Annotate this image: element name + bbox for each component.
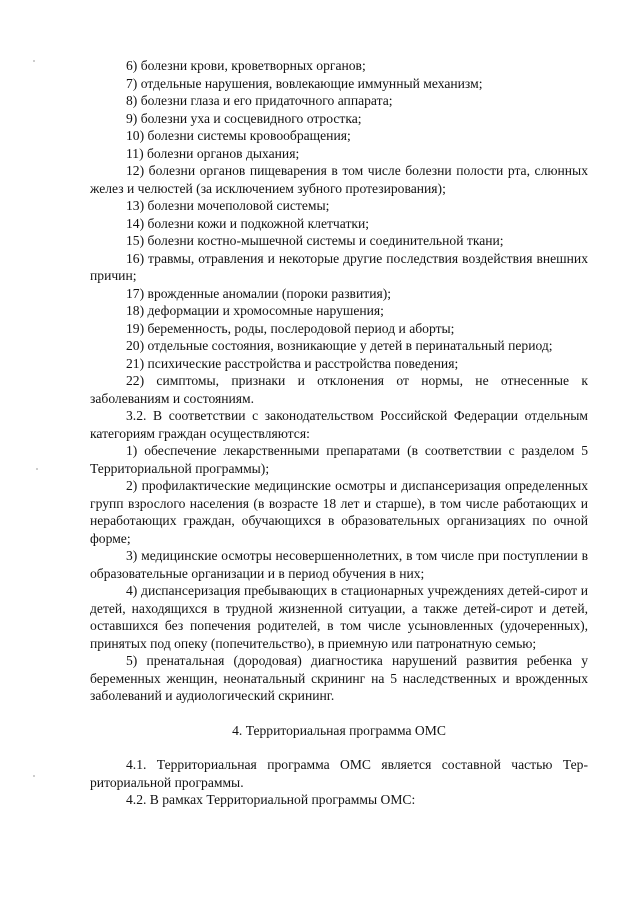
list-item: 1) обеспечение лекарственными препаратами (в соответствии с разделом 5 Территориальной программы); bbox=[90, 443, 588, 476]
document-body bbox=[90, 57, 588, 809]
scan-speck bbox=[36, 468, 38, 470]
list-item: 3) медицинские осмотры несовершеннолетних, в том числе при поступлении в образовательные организации и в период обучения в них; bbox=[90, 548, 588, 581]
list-item: 15) болезни костно-мышечной системы и соединительной ткани; bbox=[126, 233, 504, 248]
disease-class-list bbox=[90, 57, 588, 407]
list-item: 12) болезни органов пищеварения в том числе болезни полости рта, слюнных желез и челюстей (за исключением зубного протезирования); bbox=[90, 163, 588, 196]
list-item: 16) травмы, отравления и некоторые другие последствия воздействия внешних причин; bbox=[90, 250, 588, 283]
paragraph-4-1: 4.1. Территориальная программа ОМС является составной частью Территориальной программы. bbox=[90, 757, 588, 790]
list-item: 7) отдельные нарушения, вовлекающие иммунный механизм; bbox=[126, 75, 483, 91]
list-item: 19) беременность, роды, послеродовой период и аборты; bbox=[126, 320, 455, 336]
list-item: 14) болезни кожи и подкожной клетчатки; bbox=[126, 215, 370, 231]
scan-speck bbox=[33, 775, 35, 777]
list-item: 5) пренатальная (дородовая) диагностика нарушений развития ребенка у беременных женщин, неонатальный скрининг на 5 наследственных и врожденных заболеваний и аудиологический скрининг. bbox=[90, 653, 588, 703]
list-item: 4) диспансеризация пребывающих в стационарных учреждениях детей-сирот и детей, находящихся в трудной жизненной ситуации, а также детей-сирот и детей, оставшихся без попечения родителей, в том числе усыновленных (удочеренных), принятых под опеку (попечительство), в приемную или патронатную семью; bbox=[90, 583, 588, 651]
list-item: 10) болезни системы кровообращения; bbox=[126, 128, 351, 143]
citizen-category-services-list bbox=[90, 442, 588, 705]
list-item: 2) профилактические медицинские осмотры и диспансеризация определенных групп взрослого населения (в возрасте 18 лет и старше), в том числе работающих и неработающих граждан, обучающихся в образовательных организациях по очной форме; bbox=[90, 478, 588, 546]
list-item: 22) симптомы, признаки и отклонения от нормы, не отнесенные к заболеваниям и состояниям. bbox=[90, 373, 588, 406]
list-item: 8) болезни глаза и его придаточного аппарата; bbox=[126, 93, 393, 108]
list-item: 6) болезни крови, кроветворных органов; bbox=[126, 58, 366, 73]
list-item: 18) деформации и хромосомные нарушения; bbox=[126, 303, 384, 318]
paragraph-4-2: 4.2. В рамках Территориальной программы ОМС: bbox=[126, 792, 416, 807]
paragraph-3-2: 3.2. В соответствии с законодательством Российской Федерации отдельным категориям граждан осуществляются: bbox=[90, 408, 588, 441]
section-heading: 4. Территориальная программа ОМС bbox=[232, 722, 446, 738]
list-item: 9) болезни уха и сосцевидного отростка; bbox=[126, 110, 362, 126]
list-item: 11) болезни органов дыхания; bbox=[126, 145, 300, 161]
list-item: 13) болезни мочеполовой системы; bbox=[126, 198, 330, 213]
scan-speck bbox=[33, 60, 35, 62]
list-item: 17) врожденные аномалии (пороки развития); bbox=[126, 285, 392, 301]
list-item: 21) психические расстройства и расстройства поведения; bbox=[126, 355, 459, 371]
list-item: 20) отдельные состояния, возникающие у детей в перинатальный период; bbox=[126, 338, 553, 353]
